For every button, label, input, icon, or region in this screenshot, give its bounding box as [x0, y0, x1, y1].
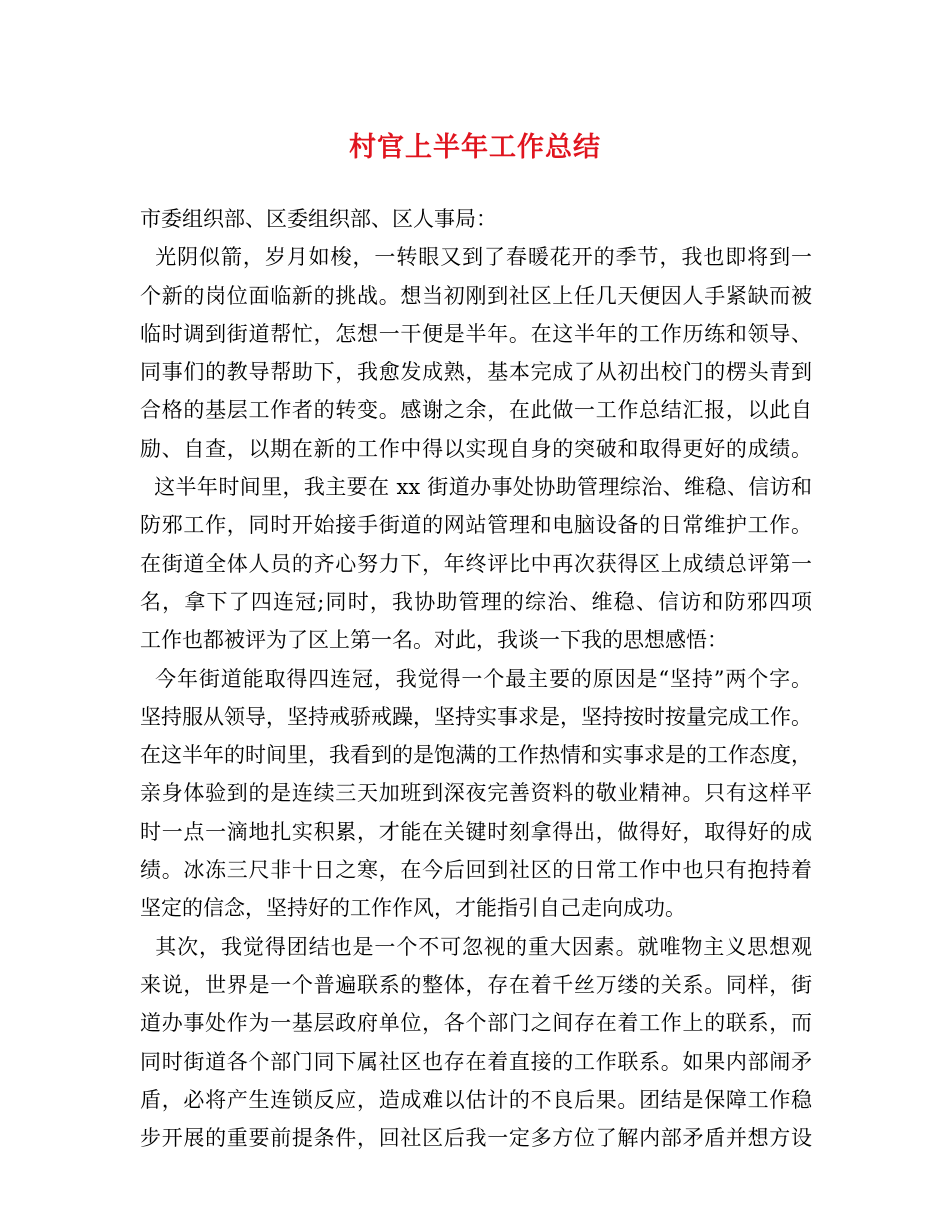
text-line: 今年街道能取得四连冠，我觉得一个最主要的原因是“坚持”两个字。 [140, 666, 812, 691]
document-title: 村官上半年工作总结 [349, 132, 601, 163]
text-line: 同时街道各个部门同下属社区也存在着直接的工作联系。如果内部闹矛 [140, 1049, 812, 1074]
text-line: 临时调到街道帮忙，怎想一干便是半年。在这半年的工作历练和领导、 [140, 321, 812, 346]
text-line: 防邪工作，同时开始接手街道的网站管理和电脑设备的日常维护工作。 [140, 513, 812, 538]
text-line: 步开展的重要前提条件，回社区后我一定多方位了解内部矛盾并想方设 [140, 1126, 812, 1151]
text-line: 个新的岗位面临新的挑战。想当初刚到社区上任几天便因人手紧缺而被 [140, 283, 812, 308]
text-line: 名，拿下了四连冠;同时，我协助管理的综治、维稳、信访和防邪四项 [140, 589, 812, 614]
text-line: 同事们的教导帮助下，我愈发成熟，基本完成了从初出校门的楞头青到 [140, 360, 812, 385]
text-line: 坚定的信念，坚持好的工作作风，才能指引自己走向成功。 [140, 896, 686, 921]
text-line: 时一点一滴地扎实积累，才能在关键时刻拿得出，做得好，取得好的成 [140, 819, 812, 844]
text-line: 这半年时间里，我主要在 xx 街道办事处协助管理综治、维稳、信访和 [140, 475, 812, 500]
text-line: 工作也都被评为了区上第一名。对此，我谈一下我的思想感悟： [140, 628, 728, 653]
salutation-line: 市委组织部、区委组织部、区人事局： [140, 207, 497, 231]
text-line: 盾，必将产生连锁反应，造成难以估计的不良后果。团结是保障工作稳 [140, 1087, 812, 1112]
document-body [140, 200, 812, 1157]
text-line: 道办事处作为一基层政府单位，各个部门之间存在着工作上的联系，而 [140, 1011, 812, 1036]
text-line: 其次，我觉得团结也是一个不可忽视的重大因素。就唯物主义思想观 [140, 934, 812, 959]
text-line: 励、自查，以期在新的工作中得以实现自身的突破和取得更好的成绩。 [140, 436, 812, 461]
text-line: 在这半年的时间里，我看到的是饱满的工作热情和实事求是的工作态度， [140, 743, 812, 768]
text-line: 在街道全体人员的齐心努力下，年终评比中再次获得区上成绩总评第一 [140, 551, 812, 576]
text-line: 坚持服从领导，坚持戒骄戒躁，坚持实事求是，坚持按时按量完成工作。 [140, 704, 812, 729]
text-line: 绩。冰冻三尺非十日之寒，在今后回到社区的日常工作中也只有抱持着 [140, 858, 812, 883]
text-line: 光阴似箭，岁月如梭，一转眼又到了春暖花开的季节，我也即将到一 [140, 245, 812, 270]
text-line: 来说，世界是一个普遍联系的整体，存在着千丝万缕的关系。同样，街 [140, 972, 812, 997]
text-line: 亲身体验到的是连续三天加班到深夜完善资料的敬业精神。只有这样平 [140, 781, 812, 806]
text-line: 合格的基层工作者的转变。感谢之余，在此做一工作总结汇报，以此自 [140, 398, 812, 423]
